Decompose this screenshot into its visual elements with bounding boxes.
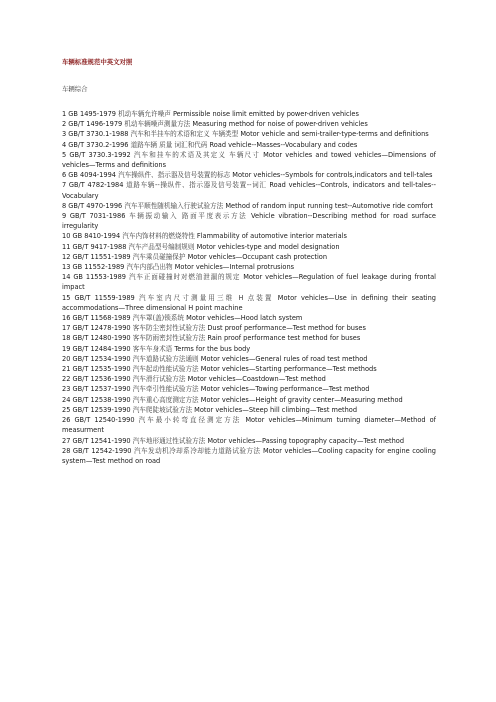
standard-item bbox=[62, 405, 436, 415]
standard-title-english: Motor vehicles—Cooling capacity for engine cooling system—Test method on road bbox=[62, 446, 436, 465]
standard-title-english: Motor vehicles—Regulation of fuel leakage during frontal impact bbox=[62, 273, 437, 292]
standard-title-chinese: 客车防尘密封性试验方法 bbox=[132, 324, 206, 333]
standard-code: 17 GB/T 12478-1990 bbox=[62, 324, 131, 333]
document-body bbox=[62, 58, 436, 466]
standard-title-english: Motor vehicles—Height of gravity center—Measuring method bbox=[200, 395, 403, 404]
standard-code: 28 GB/T 12542-1990 bbox=[62, 446, 132, 455]
standard-title-english: Permissible noise limit emitted by power-driven vehicles bbox=[172, 110, 359, 118]
standard-title-english: Motor vehicle and semi-trailer-type-terms and definitions bbox=[240, 130, 429, 139]
standard-item bbox=[62, 415, 436, 435]
standard-title-chinese: 汽车罩(盖)锁系统 bbox=[132, 314, 185, 323]
standard-item bbox=[62, 293, 436, 313]
standard-title-english: Terms for the bus body bbox=[174, 344, 251, 353]
standard-title-chinese: 汽车内饰材料的燃烧特性 bbox=[122, 232, 195, 241]
standard-code: 6 GB 4094-1994 bbox=[62, 171, 116, 180]
standard-title-chinese: 汽车滑行试验方法 bbox=[132, 375, 186, 384]
standard-title-chinese: 汽车室内尺寸测量用三维 H 点装置 bbox=[138, 293, 274, 302]
standard-code: 26 GB/T 12540-1990 bbox=[62, 416, 135, 425]
standard-item bbox=[62, 119, 436, 129]
standard-item bbox=[62, 170, 436, 180]
standard-code: 13 GB 11552-1989 bbox=[62, 263, 125, 272]
standard-code: 14 GB 11553-1989 bbox=[62, 273, 127, 282]
standard-title-english: Road vehicles--Controls, indicators and tell-tales--Vocabulary bbox=[62, 181, 436, 200]
standard-item bbox=[62, 231, 436, 241]
standard-item bbox=[62, 395, 436, 405]
standard-code: 12 GB/T 11551-1989 bbox=[62, 252, 131, 261]
standard-title-chinese: 汽车乘员碰撞保护 bbox=[132, 252, 186, 261]
standard-title-english: Vehicle vibration--Describing method for road surface irregularity bbox=[62, 212, 436, 231]
standard-item bbox=[62, 344, 436, 354]
standard-item bbox=[62, 242, 436, 252]
standard-title-chinese: 汽车和挂车的术语及其定义 车辆尺寸 bbox=[133, 150, 260, 159]
standard-title-chinese: 客车防雨密封性试验方法 bbox=[132, 334, 206, 343]
standard-code: 8 GB/T 4970-1996 bbox=[62, 201, 123, 210]
standard-title-english: Motor vehicles—Coastdown—Test method bbox=[187, 375, 326, 384]
standard-code: 4 GB/T 3730.2-1996 bbox=[62, 140, 129, 149]
standard-code: 1 GB 1495-1979 bbox=[62, 110, 116, 118]
standard-code: 27 GB/T 12541-1990 bbox=[62, 436, 131, 445]
standard-code: 18 GB/T 12480-1990 bbox=[62, 334, 131, 343]
standard-title-chinese: 客车车身术语 bbox=[132, 344, 173, 353]
section-heading: 车辆综合 bbox=[62, 85, 88, 93]
standard-item bbox=[62, 374, 436, 384]
standard-code: 15 GB/T 11559-1989 bbox=[62, 293, 135, 302]
standard-title-chinese: 汽车和半挂车的术语和定义 车辆类型 bbox=[130, 130, 239, 139]
standard-title-chinese: 汽车地形通过性试验方法 bbox=[132, 436, 206, 445]
standard-title-english: Motor vehicles—Use in defining their seating accommodations—Three dimensional H point machine bbox=[62, 293, 436, 312]
standard-title-english: Road vehicle--Masses--Vocabulary and codes bbox=[209, 140, 358, 149]
standard-title-english: Motor vehicles—Hood latch system bbox=[186, 314, 303, 323]
standard-title-english: Flammability of automotive interior materials bbox=[196, 232, 347, 241]
standard-title-english: Measuring method for noise of power-driven vehicles bbox=[192, 120, 368, 129]
standard-item bbox=[62, 252, 436, 262]
standard-code: 9 GB/T 7031-1986 bbox=[62, 212, 126, 221]
standard-code: 20 GB/T 12534-1990 bbox=[62, 354, 131, 363]
standard-title-chinese: 机动车辆噪声测量方法 bbox=[124, 120, 191, 129]
standard-item bbox=[62, 313, 436, 323]
standard-code: 10 GB 8410-1994 bbox=[62, 232, 121, 241]
standard-title-english: Motor vehicles—Minimum turning diameter—Method of measurment bbox=[62, 416, 436, 435]
standard-code: 22 GB/T 12536-1990 bbox=[62, 375, 131, 384]
standard-title-chinese: 道路车辆--操纵件、指示器及信号装置--词汇 bbox=[126, 181, 267, 190]
standard-code: 16 GB/T 11568-1989 bbox=[62, 314, 131, 323]
standard-item bbox=[62, 446, 436, 466]
standard-title-english: Motor vehicles—Passing topography capacity—Test method bbox=[207, 436, 405, 445]
standard-code: 23 GB/T 12537-1990 bbox=[62, 385, 131, 394]
standard-code: 24 GB/T 12538-1990 bbox=[62, 395, 131, 404]
standard-title-chinese: 车辆振动输入 路面平度表示方法 bbox=[129, 212, 248, 221]
standard-title-chinese: 道路车辆 质量 词汇和代码 bbox=[130, 140, 208, 149]
standard-code: 25 GB/T 12539-1990 bbox=[62, 405, 131, 414]
standard-item bbox=[62, 364, 436, 374]
standard-title-chinese: 汽车爬陡坡试验方法 bbox=[132, 405, 193, 414]
standard-title-chinese: 汽车道路试验方法通则 bbox=[132, 354, 199, 363]
standard-title-english: Motor vehicles—Internal protrusions bbox=[174, 263, 295, 272]
standard-title-chinese: 汽车最小转弯直径测定方法 bbox=[138, 416, 242, 425]
standard-item bbox=[62, 262, 436, 272]
standard-title-english: Motor vehicles—Towing performance—Test method bbox=[200, 385, 370, 394]
standard-title-english: Motor vehicles—Starting performance—Test methods bbox=[200, 365, 377, 374]
standard-title-english: Motor vehicles—General rules of road test method bbox=[200, 354, 368, 363]
standard-item bbox=[62, 180, 436, 200]
standard-title-english: Motor vehicles--Symbols for controls,indicators and tell-tales bbox=[232, 171, 433, 180]
document-title: 车辆标准规范中英文对照 bbox=[62, 58, 133, 66]
standard-title-english: Dust proof performance—Test method for buses bbox=[207, 324, 366, 333]
standard-title-chinese: 汽车重心高度测定方法 bbox=[132, 395, 199, 404]
standard-item bbox=[62, 201, 436, 211]
standard-title-english: Method of random input running test--Automotive ride comfort bbox=[225, 201, 434, 210]
standard-title-english: Rain proof performance test method for buses bbox=[207, 334, 361, 343]
standard-code: 7 GB/T 4782-1984 bbox=[62, 181, 124, 190]
standards-list bbox=[62, 109, 436, 466]
standard-title-english: Motor vehicles-type and model designation bbox=[196, 242, 340, 251]
standard-item bbox=[62, 150, 436, 170]
standard-title-chinese: 汽车内部凸出物 bbox=[126, 263, 173, 272]
standard-title-chinese: 机动车辆允许噪声 bbox=[118, 110, 171, 118]
standard-title-chinese: 汽车产品型号编制规则 bbox=[128, 242, 195, 251]
standard-item bbox=[62, 436, 436, 446]
standard-item bbox=[62, 333, 436, 343]
standard-title-chinese: 汽车平顺性随机输入行驶试验方法 bbox=[124, 201, 224, 210]
standard-code: 21 GB/T 12535-1990 bbox=[62, 365, 131, 374]
standard-title-chinese: 汽车操纵件、指示器及信号装置的标志 bbox=[118, 171, 231, 180]
standard-item bbox=[62, 109, 436, 119]
standard-code: 2 GB/T 1496-1979 bbox=[62, 120, 123, 129]
standard-item bbox=[62, 323, 436, 333]
standard-title-chinese: 汽车起动性能试验方法 bbox=[132, 365, 199, 374]
standard-item bbox=[62, 129, 436, 139]
standard-item bbox=[62, 211, 436, 231]
standard-item bbox=[62, 354, 436, 364]
standard-title-english: Motor vehicles—Steep hill climbing—Test method bbox=[194, 405, 358, 414]
standard-item bbox=[62, 140, 436, 150]
standard-code: 19 GB/T 12484-1990 bbox=[62, 344, 131, 353]
standard-item bbox=[62, 272, 436, 292]
standard-item bbox=[62, 384, 436, 394]
standard-title-chinese: 汽车牵引性能试验方法 bbox=[132, 385, 199, 394]
standard-title-english: Motor vehicles and towed vehicles—Dimensions of vehicles—Terms and definitions bbox=[62, 150, 436, 170]
standard-code: 5 GB/T 3730.3-1992 bbox=[62, 150, 131, 159]
standard-code: 3 GB/T 3730.1-1988 bbox=[62, 130, 129, 139]
standard-title-chinese: 汽车发动机冷却系冷却能力道路试验方法 bbox=[134, 446, 261, 455]
standard-title-english: Motor vehicles—Occupant cash protection bbox=[187, 252, 328, 261]
standard-title-chinese: 汽车正面碰撞时对燃油泄漏的规定 bbox=[128, 273, 241, 282]
standard-code: 11 GB/T 9417-1988 bbox=[62, 242, 127, 251]
